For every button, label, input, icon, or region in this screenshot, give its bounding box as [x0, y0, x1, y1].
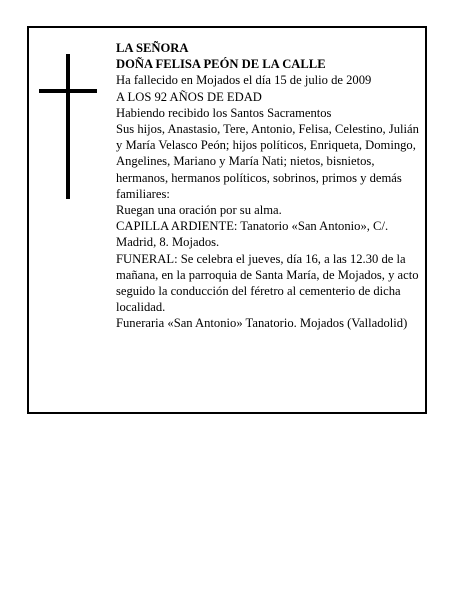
funeral-home-line: Funeraria «San Antonio» Tanatorio. Mojados (Valladolid)	[116, 316, 408, 331]
cross-horizontal-bar	[39, 89, 97, 93]
chapel-paragraph: CAPILLA ARDIENTE: Tanatorio «San Antonio», C/. Madrid, 8. Mojados.	[116, 219, 389, 250]
death-line: Ha fallecido en Mojados el día 15 de julio de 2009	[116, 73, 372, 88]
cross-vertical-bar	[66, 54, 70, 199]
family-paragraph: Sus hijos, Anastasio, Tere, Antonio, Felisa, Celestino, Julián y María Velasco Peón; hijos políticos, Enriqueta, Domingo, Angelines, Mariano y María Nati; nietos, bisnietos, hermanos, hermanos políticos, sobrinos, primos y demás familiares:	[116, 122, 419, 201]
sacraments-line: Habiendo recibido los Santos Sacramentos	[116, 105, 332, 120]
obituary-notice	[27, 26, 427, 414]
funeral-paragraph: FUNERAL: Se celebra el jueves, día 16, a las 12.30 de la mañana, en la parroquia de Santa María, de Mojados, y acto seguido la conducción del féretro al cementerio de dicha localidad.	[116, 251, 419, 315]
age-line: A LOS 92 AÑOS DE EDAD	[116, 89, 262, 104]
obituary-text	[116, 40, 422, 332]
notice-title: LA SEÑORA	[116, 41, 189, 55]
deceased-name: DOÑA FELISA PEÓN DE LA CALLE	[116, 57, 326, 72]
cross-icon	[39, 54, 97, 199]
prayer-line: Ruegan una oración por su alma.	[116, 203, 282, 218]
